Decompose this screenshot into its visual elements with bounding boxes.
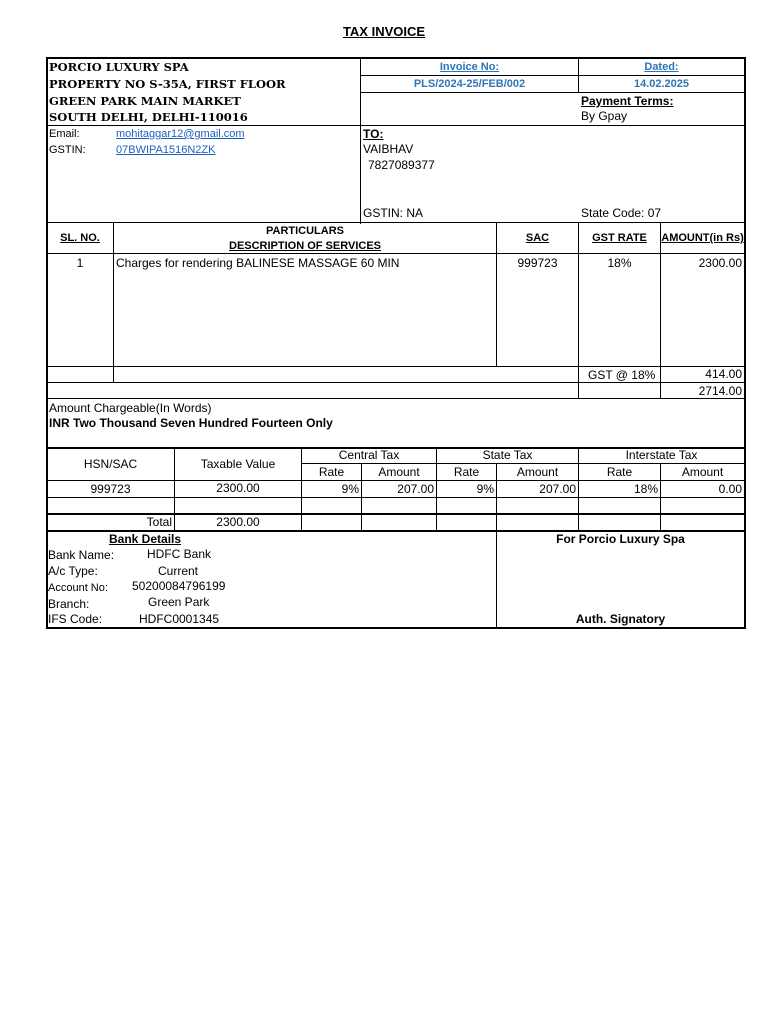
- interstate-rate-header: Rate: [606, 465, 633, 479]
- seller-address-line3: SOUTH DELHI, DELHI-110016: [49, 110, 248, 124]
- account-number-label: Account No:: [48, 582, 108, 594]
- seller-address-line2: GREEN PARK MAIN MARKET: [49, 94, 241, 108]
- item-gst-rate: 18%: [607, 256, 632, 270]
- description-header: DESCRIPTION OF SERVICES: [229, 240, 381, 252]
- gstin-label: GSTIN:: [49, 144, 86, 156]
- seller-name: PORCIO LUXURY SPA: [49, 60, 189, 74]
- taxable-value-header: Taxable Value: [200, 457, 276, 471]
- for-company-label: For Porcio Luxury Spa: [556, 532, 685, 546]
- auth-signatory-label: Auth. Signatory: [575, 612, 666, 626]
- invoice-number: PLS/2024-25/FEB/002: [413, 78, 526, 90]
- dated-label: Dated:: [644, 61, 679, 73]
- state-amount-header: Amount: [516, 465, 559, 479]
- to-label: TO:: [363, 127, 384, 141]
- gst-amount: 414.00: [705, 367, 742, 381]
- interstate-rate: 18%: [633, 482, 658, 496]
- sl-no-header: SL. NO.: [60, 232, 100, 244]
- bank-name-label: Bank Name:: [48, 548, 115, 562]
- item-sac: 999723: [517, 256, 558, 270]
- central-amount: 207.00: [397, 482, 434, 496]
- tax-total-value: 2300.00: [216, 515, 260, 529]
- branch-value: Green Park: [148, 595, 210, 609]
- branch-label: Branch:: [48, 597, 90, 611]
- seller-gstin-link[interactable]: 07BWIPA1516N2ZK: [116, 144, 216, 156]
- interstate-tax-header: Interstate Tax: [625, 448, 698, 462]
- gst-rate-header: GST RATE: [592, 232, 647, 244]
- account-number-value: 50200084796199: [132, 579, 226, 593]
- state-tax-header: State Tax: [482, 448, 533, 462]
- central-tax-header: Central Tax: [338, 448, 400, 462]
- payment-terms-label: Payment Terms:: [581, 94, 674, 108]
- invoice-no-label: Invoice No:: [439, 61, 500, 73]
- central-rate: 9%: [341, 482, 359, 496]
- invoice-date: 14.02.2025: [633, 78, 690, 90]
- tax-total-label: Total: [146, 515, 172, 529]
- interstate-amount-header: Amount: [681, 465, 724, 479]
- interstate-amount: 0.00: [718, 482, 742, 496]
- buyer-state-code: State Code: 07: [581, 206, 662, 220]
- amount-words-value: INR Two Thousand Seven Hundred Fourteen Only: [49, 416, 333, 430]
- document-title: TAX INVOICE: [342, 24, 426, 39]
- ifs-code-value: HDFC0001345: [139, 612, 220, 626]
- seller-email-link[interactable]: mohitaggar12@gmail.com: [116, 128, 245, 140]
- grand-total: 2714.00: [698, 384, 742, 398]
- account-type-value: Current: [158, 564, 199, 578]
- ifs-code-label: IFS Code:: [48, 612, 103, 626]
- buyer-phone: 7827089377: [368, 158, 435, 172]
- seller-address-line1: PROPERTY NO S-35A, FIRST FLOOR: [49, 77, 286, 91]
- state-rate-header: Rate: [453, 465, 480, 479]
- email-label: Email:: [49, 128, 80, 140]
- buyer-gstin: GSTIN: NA: [363, 206, 424, 220]
- particulars-header: PARTICULARS: [265, 225, 344, 237]
- amount-header: AMOUNT(in Rs): [661, 232, 744, 244]
- buyer-name: VAIBHAV: [363, 142, 414, 156]
- tax-hsn: 999723: [90, 482, 131, 496]
- payment-terms-value: By Gpay: [581, 109, 628, 123]
- account-type-label: A/c Type:: [48, 564, 98, 578]
- item-amount: 2300.00: [698, 256, 742, 270]
- amount-words-label: Amount Chargeable(In Words): [49, 401, 212, 415]
- central-rate-header: Rate: [318, 465, 345, 479]
- hsn-sac-header: HSN/SAC: [83, 457, 138, 471]
- central-amount-header: Amount: [378, 465, 420, 479]
- gst-label: GST @ 18%: [588, 368, 656, 382]
- state-rate: 9%: [476, 482, 494, 496]
- tax-taxable-value: 2300.00: [216, 481, 260, 495]
- bank-details-heading: Bank Details: [109, 532, 182, 546]
- state-amount: 207.00: [539, 482, 576, 496]
- bank-name-value: HDFC Bank: [147, 547, 212, 561]
- item-sl-no: 1: [76, 256, 84, 270]
- item-description: Charges for rendering BALINESE MASSAGE 60 MIN: [116, 256, 400, 270]
- sac-header: SAC: [525, 232, 550, 244]
